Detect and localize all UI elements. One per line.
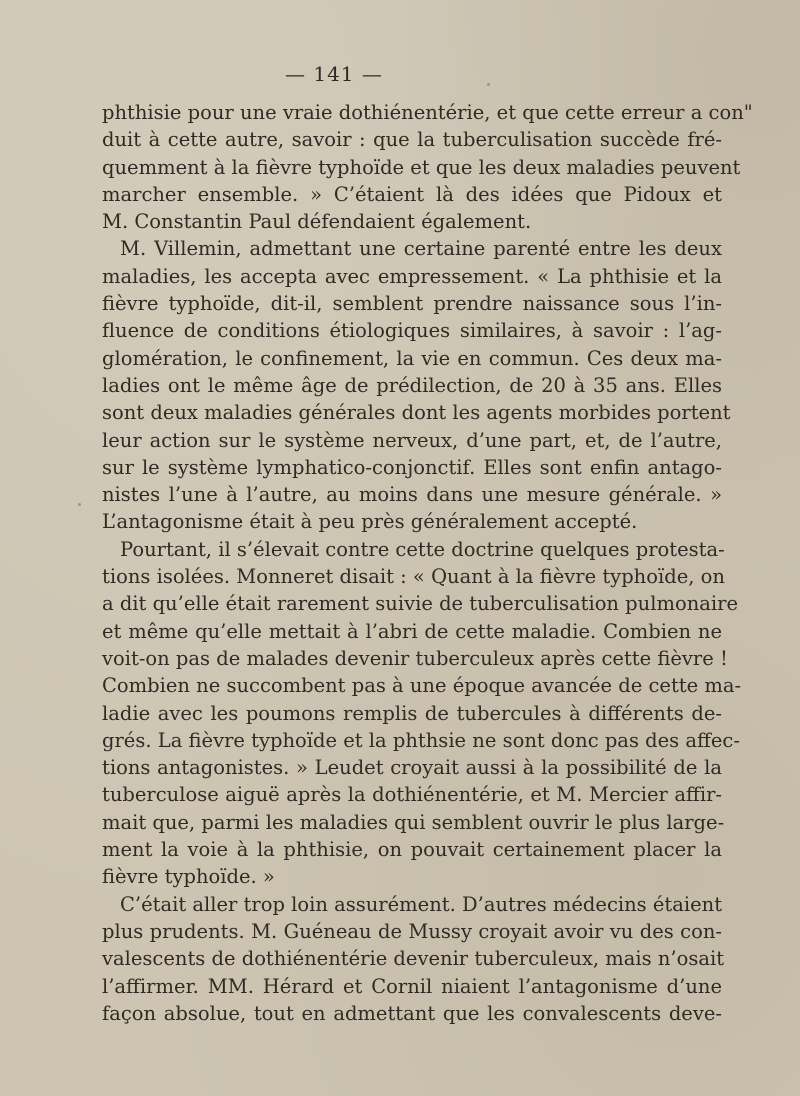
body-text [102,99,753,1027]
text-line: l’affirmer. MM. Hérard et Cornil niaient l’antagonisme d’une [102,974,722,998]
text-line: fièvre typhoïde, dit-il, semblent prendre naissance sous l’in- [102,292,722,316]
text-line: plus prudents. M. Guéneau de Mussy croyait avoir vu des con- [102,919,722,943]
text-line: quemment à la fièvre typhoïde et que les deux maladies peuvent [102,155,741,179]
text-line: C’était aller trop loin assurément. D’autres médecins étaient [120,892,723,916]
text-line: marcher ensemble. » C’étaient là des idées que Pidoux et [102,182,722,206]
paper-speck [627,1012,629,1018]
text-line: ladie avec les poumons remplis de tubercules à différents de- [102,701,722,725]
text-line: tions isolées. Monneret disait : « Quant à la fièvre typhoïde, on [102,565,725,589]
text-line: L’antagonisme était à peu près généralement accepté. [102,510,638,534]
text-line: tions antagonistes. » Leudet croyait aussi à la possibilité de la [102,756,722,780]
text-line: glomération, le confinement, la vie en commun. Ces deux ma- [102,346,722,370]
text-line: Pourtant, il s’élevait contre cette doctrine quelques protesta- [120,537,725,561]
text-line: nistes l’une à l’autre, au moins dans une mesure générale. » [102,483,722,507]
text-line: maladies, les accepta avec empressement. « La phthisie et la [102,264,722,288]
text-line: grés. La fièvre typhoïde et la phthsie ne sont donc pas des affec- [102,728,740,752]
text-line: fièvre typhoïde. » [102,865,275,889]
text-line: fluence de conditions étiologiques similaires, à savoir : l’ag- [102,319,722,343]
text-line: façon absolue, tout en admettant que les convalescents deve- [102,1001,722,1025]
page-number: — 141 — [285,62,383,86]
text-line: mait que, parmi les maladies qui semblent ouvrir le plus large- [102,810,725,834]
text-line: sont deux maladies générales dont les agents morbides portent [102,401,731,425]
paper-speck [487,83,490,86]
text-line: valescents de dothiénentérie devenir tuberculeux, mais n’osait [102,947,725,971]
text-line: sur le système lymphatico-conjonctif. Elles sont enfin antago- [102,455,722,479]
text-line: a dit qu’elle était rarement suivie de tuberculisation pulmonaire [102,592,738,616]
paper-speck [78,503,81,506]
text-line: phthisie pour une vraie dothiénentérie, et que cette erreur a con" [102,101,753,124]
text-line: M. Constantin Paul défendaient également. [102,210,532,234]
text-line: ladies ont le même âge de prédilection, de 20 à 35 ans. Elles [102,373,722,397]
text-line: M. Villemin, admettant une certaine parenté entre les deux [120,237,722,261]
text-line: tuberculose aiguë après la dothiénentérie, et M. Mercier affir- [102,783,722,807]
text-line: duit à cette autre, savoir : que la tuberculisation succède fré- [102,128,722,152]
paper-speck [612,848,615,851]
text-line: et même qu’elle mettait à l’abri de cette maladie. Combien ne [102,619,722,643]
text-line: Combien ne succombent pas à une époque avancée de cette ma- [102,674,742,698]
text-line: ment la voie à la phthisie, on pouvait certainement placer la [102,838,722,862]
text-line: leur action sur le système nerveux, d’une part, et, de l’autre, [102,428,722,452]
text-line: voit-on pas de malades devenir tuberculeux après cette fièvre ! [102,646,728,670]
